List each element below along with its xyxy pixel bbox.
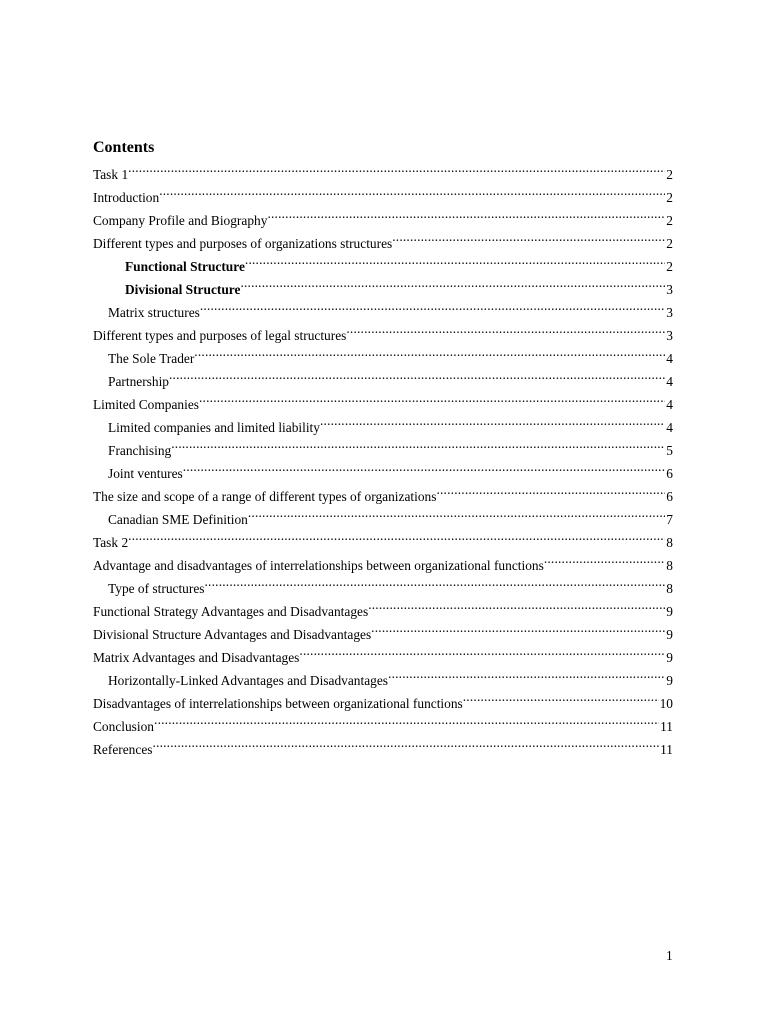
- toc-entry-page-number: 5: [666, 443, 673, 458]
- toc-entry-title[interactable]: Matrix Advantages and Disadvantages: [93, 650, 300, 665]
- toc-dot-leader: [245, 248, 665, 271]
- toc-dot-leader: [388, 662, 665, 685]
- toc-entry-title[interactable]: Functional Strategy Advantages and Disadvantages: [93, 604, 369, 619]
- toc-entry-page-number: 8: [666, 581, 673, 596]
- toc-entry-page-number: 8: [666, 535, 673, 550]
- toc-entry-title[interactable]: The size and scope of a range of different types of organizations: [93, 489, 437, 504]
- toc-dot-leader: [199, 386, 665, 409]
- toc-entry-page-number: 6: [666, 489, 673, 504]
- toc-entry[interactable]: [93, 731, 673, 757]
- toc-entry-title[interactable]: Different types and purposes of legal structures: [93, 328, 347, 343]
- toc-entry-page-number: 10: [659, 696, 673, 711]
- toc-entry-page-number: 7: [666, 512, 673, 527]
- toc-entry[interactable]: [93, 708, 673, 734]
- toc-entry-title[interactable]: Company Profile and Biography: [93, 213, 268, 228]
- toc-entry-title[interactable]: Divisional Structure Advantages and Disadvantages: [93, 627, 372, 642]
- toc-entry[interactable]: [93, 432, 673, 458]
- toc-entry[interactable]: [93, 547, 673, 573]
- toc-entry-page-number: 4: [666, 420, 673, 435]
- toc-entry[interactable]: [93, 455, 673, 481]
- toc-entry-title[interactable]: The Sole Trader: [108, 351, 195, 366]
- toc-entry-title[interactable]: Type of structures: [108, 581, 205, 596]
- toc-entry-title[interactable]: Conclusion: [93, 719, 155, 734]
- toc-entry-title[interactable]: Horizontally-Linked Advantages and Disadvantages: [108, 673, 389, 688]
- toc-entry-page-number: 9: [666, 673, 673, 688]
- toc-entry-page-number: 4: [666, 374, 673, 389]
- toc-entry-title[interactable]: Partnership: [108, 374, 169, 389]
- toc-entry-page-number: 8: [666, 558, 673, 573]
- toc-entry-title[interactable]: Different types and purposes of organizations structures: [93, 236, 393, 251]
- toc-entry-title[interactable]: Introduction: [93, 190, 160, 205]
- toc-dot-leader: [392, 225, 665, 248]
- page-number: 1: [666, 948, 673, 963]
- toc-dot-leader: [183, 455, 666, 478]
- toc-dot-leader: [320, 409, 665, 432]
- toc-entry-page-number: 2: [666, 190, 673, 205]
- toc-dot-leader: [205, 570, 666, 593]
- toc-dot-leader: [240, 271, 665, 294]
- toc-entry-title[interactable]: Functional Structure: [125, 259, 245, 274]
- toc-entry-page-number: 3: [666, 328, 673, 343]
- toc-entry[interactable]: [93, 386, 673, 412]
- toc-entry-page-number: 2: [666, 236, 673, 251]
- toc-entry[interactable]: [93, 179, 673, 205]
- toc-dot-leader: [194, 340, 665, 363]
- toc-entry[interactable]: [93, 156, 673, 182]
- toc-entry-title[interactable]: Disadvantages of interrelationships between organizational functions: [93, 696, 463, 711]
- toc-entry-title[interactable]: References: [93, 742, 153, 757]
- toc-entry-page-number: 9: [666, 650, 673, 665]
- toc-entry-page-number: 11: [660, 742, 673, 757]
- toc-dot-leader: [200, 294, 665, 317]
- toc-entry-page-number: 6: [666, 466, 673, 481]
- toc-entry-title[interactable]: Joint ventures: [108, 466, 183, 481]
- toc-entry-title[interactable]: Advantage and disadvantages of interrelationships between organizational functions: [93, 558, 544, 573]
- toc-entry-title[interactable]: Canadian SME Definition: [108, 512, 248, 527]
- toc-dot-leader: [152, 731, 659, 754]
- toc-entry[interactable]: [93, 363, 673, 389]
- toc-dot-leader: [267, 202, 665, 225]
- toc-entry-title[interactable]: Matrix structures: [108, 305, 200, 320]
- toc-entry-title[interactable]: Task 1: [93, 167, 129, 182]
- toc-entry-page-number: 4: [666, 397, 673, 412]
- toc-dot-leader: [248, 501, 665, 524]
- toc-dot-leader: [299, 639, 665, 662]
- toc-entry-page-number: 9: [666, 604, 673, 619]
- toc-dot-leader: [128, 156, 665, 179]
- toc-dot-leader: [368, 593, 665, 616]
- toc-dot-leader: [544, 547, 665, 570]
- toc-entry-page-number: 3: [666, 305, 673, 320]
- toc-entry-title[interactable]: Limited companies and limited liability: [108, 420, 320, 435]
- toc-entry-page-number: 11: [660, 719, 673, 734]
- table-of-contents: [93, 156, 673, 757]
- toc-entry-page-number: 4: [666, 351, 673, 366]
- toc-dot-leader: [171, 432, 665, 455]
- toc-dot-leader: [436, 478, 665, 501]
- toc-dot-leader: [371, 616, 665, 639]
- toc-dot-leader: [169, 363, 665, 386]
- toc-dot-leader: [346, 317, 665, 340]
- toc-heading: Contents: [93, 139, 155, 156]
- toc-entry-title[interactable]: Franchising: [108, 443, 172, 458]
- toc-entry-page-number: 2: [666, 167, 673, 182]
- toc-entry-page-number: 3: [666, 282, 673, 297]
- toc-entry-page-number: 2: [666, 213, 673, 228]
- toc-entry-title[interactable]: Task 2: [93, 535, 129, 550]
- toc-dot-leader: [128, 524, 665, 547]
- toc-dot-leader: [463, 685, 659, 708]
- toc-entry-title[interactable]: Divisional Structure: [125, 282, 241, 297]
- toc-entry[interactable]: [93, 524, 673, 550]
- toc-entry-title[interactable]: Limited Companies: [93, 397, 199, 412]
- toc-entry-page-number: 2: [666, 259, 673, 274]
- toc-dot-leader: [159, 179, 665, 202]
- toc-dot-leader: [154, 708, 659, 731]
- toc-entry[interactable]: [93, 202, 673, 228]
- toc-entry-page-number: 9: [666, 627, 673, 642]
